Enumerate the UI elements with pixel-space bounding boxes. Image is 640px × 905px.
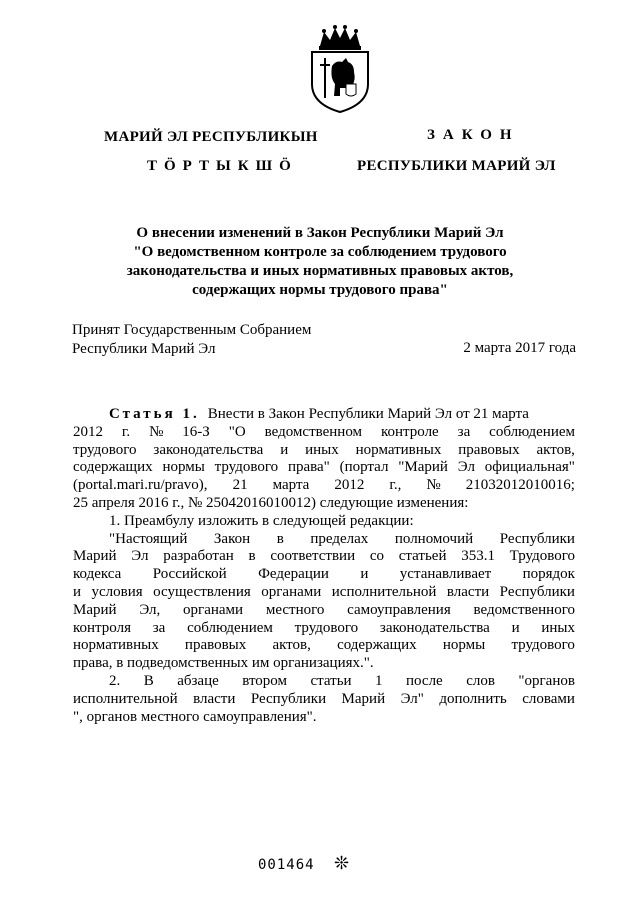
text-line [73, 620, 575, 638]
word: исполнительной [73, 690, 178, 707]
word: слов [466, 672, 495, 689]
title-line: О внесении изменений в Закон Республики Марий Эл [136, 225, 504, 241]
word: законодательства [379, 619, 490, 636]
word: порядок [522, 566, 575, 583]
adopted-line1: Принят Государственным Собранием [72, 322, 312, 338]
text-line: права, в подведомственных им организациях.". [73, 655, 374, 672]
word: соблюдением [489, 423, 575, 440]
text-line [73, 691, 575, 709]
word: "Марий [398, 459, 448, 476]
title-line: законодательства и иных нормативных правовых актов, [126, 263, 514, 279]
word: 1 [375, 672, 383, 689]
word: права" [287, 459, 330, 476]
word: иных [541, 619, 575, 636]
word: соблюдением [187, 619, 273, 636]
text-line [73, 637, 575, 655]
word: в [276, 530, 284, 547]
text-line [73, 424, 575, 442]
word: № [426, 477, 441, 494]
word: (портал [339, 459, 389, 476]
word: Российской [152, 566, 227, 583]
word: власти [193, 690, 236, 707]
word: ведомственного [473, 601, 575, 618]
item1-intro: 1. Преамбулу изложить в следующей редакции: [109, 512, 414, 529]
word: статьи [310, 672, 352, 689]
word: органами [261, 583, 322, 600]
word: местного [265, 601, 325, 618]
word: нормы [162, 459, 205, 476]
text-line [73, 566, 575, 584]
word: Эл, [139, 601, 161, 618]
word: Марий [73, 548, 117, 565]
word: Эл [457, 459, 475, 476]
word: полномочий [394, 530, 474, 547]
word: разработан [163, 548, 234, 565]
word: статьей [398, 548, 447, 565]
word: 353.1 [461, 548, 495, 565]
word: контроле [380, 423, 439, 440]
word: словами [522, 690, 575, 707]
word: со [369, 548, 384, 565]
word: трудового [214, 459, 279, 476]
word: Эл [131, 548, 149, 565]
header-right-line1: ЗАКОН [427, 127, 520, 143]
adopted-by [72, 321, 311, 359]
word: В [143, 672, 154, 689]
word: Федерации [258, 566, 329, 583]
header-left-line1: МАРИЙ ЭЛ РЕСПУБЛИКЫН [104, 129, 318, 145]
word: и [511, 619, 520, 636]
word: иных [305, 441, 339, 458]
word: устанавливает [399, 566, 492, 583]
word: нормы [442, 637, 486, 654]
word: абзаце [177, 672, 219, 689]
word: г. [121, 423, 131, 440]
word: г., [389, 477, 402, 494]
word: после [406, 672, 443, 689]
word: законодательства [153, 441, 264, 458]
text-line [73, 673, 575, 691]
word: 2012 [334, 477, 365, 494]
word: за [152, 619, 166, 636]
document-number: 001464 [258, 857, 315, 873]
article-label: Статья 1. [109, 406, 200, 422]
coat-of-arms-icon [302, 24, 378, 114]
text-line [73, 584, 575, 602]
word: в [248, 548, 256, 565]
word: и [73, 583, 82, 600]
word: самоуправления [347, 601, 451, 618]
word: Марий [73, 601, 117, 618]
word: Марий [341, 690, 386, 707]
word: и [360, 566, 369, 583]
article-first-line [73, 406, 575, 424]
word: 21032012010016; [465, 477, 575, 494]
text-line [73, 442, 575, 460]
word: за [457, 423, 471, 440]
text-line [73, 548, 575, 566]
star-mark-icon: ❊ [334, 853, 350, 873]
word: ведомственном [264, 423, 363, 440]
title-line: содержащих нормы трудового права" [192, 282, 448, 298]
word: Республики [499, 583, 575, 600]
word: трудового [73, 441, 137, 458]
word: Республики [250, 690, 327, 707]
word: втором [242, 672, 288, 689]
word: трудового [511, 637, 575, 654]
word: кодекса [73, 566, 122, 583]
word: 2012 [73, 423, 103, 440]
article-body [73, 406, 575, 726]
word: исполнительной [331, 583, 437, 600]
word: органами [183, 601, 244, 618]
article-first-text: Внести в Закон Республики Марий Эл от 21 марта [207, 406, 529, 422]
word: Республики [499, 530, 575, 547]
word: 2. [109, 672, 121, 689]
word: осуществления [153, 583, 251, 600]
word: актов, [272, 637, 311, 654]
word: соответствии [270, 548, 356, 565]
word: № [149, 423, 164, 440]
word: нормативных [355, 441, 442, 458]
header-left-line2: ТӦРТЫКШӦ [147, 158, 298, 174]
word: пределах [310, 530, 369, 547]
word: правовых [184, 637, 247, 654]
word: (portal.mari.ru/pravo), [73, 477, 208, 494]
word: и [280, 441, 289, 458]
text-line [73, 477, 575, 495]
word: марта [272, 477, 310, 494]
word: "Настоящий [109, 530, 188, 547]
word: содержащих [337, 637, 417, 654]
word: 21 [232, 477, 248, 494]
word: Трудового [509, 548, 575, 565]
adoption-date: 2 марта 2017 года [463, 340, 576, 356]
text-line: ", органов местного самоуправления". [73, 708, 317, 725]
word: нормативных [73, 637, 159, 654]
word: Эл" [400, 690, 424, 707]
word: трудового [294, 619, 359, 636]
word: дополнить [439, 690, 507, 707]
word: "органов [518, 672, 575, 689]
word: условия [91, 583, 143, 600]
adopted-line2: Республики Марий Эл [72, 341, 216, 357]
word: "О [228, 423, 246, 440]
word: Закон [213, 530, 251, 547]
title-line: "О ведомственном контроле за соблюдением трудового [133, 244, 507, 260]
law-title [80, 224, 560, 300]
word: содержащих [73, 459, 153, 476]
word: 16-З [182, 423, 210, 440]
word: официальная" [484, 459, 575, 476]
word: актов, [536, 441, 575, 458]
text-line [73, 602, 575, 620]
word: правовых [458, 441, 520, 458]
text-line [73, 459, 575, 477]
word: власти [446, 583, 490, 600]
word: контроля [73, 619, 131, 636]
header-right-line2: РЕСПУБЛИКИ МАРИЙ ЭЛ [357, 158, 556, 174]
text-line [73, 531, 575, 549]
text-line: 25 апреля 2016 г., № 25042016010012) следующие изменения: [73, 494, 469, 511]
